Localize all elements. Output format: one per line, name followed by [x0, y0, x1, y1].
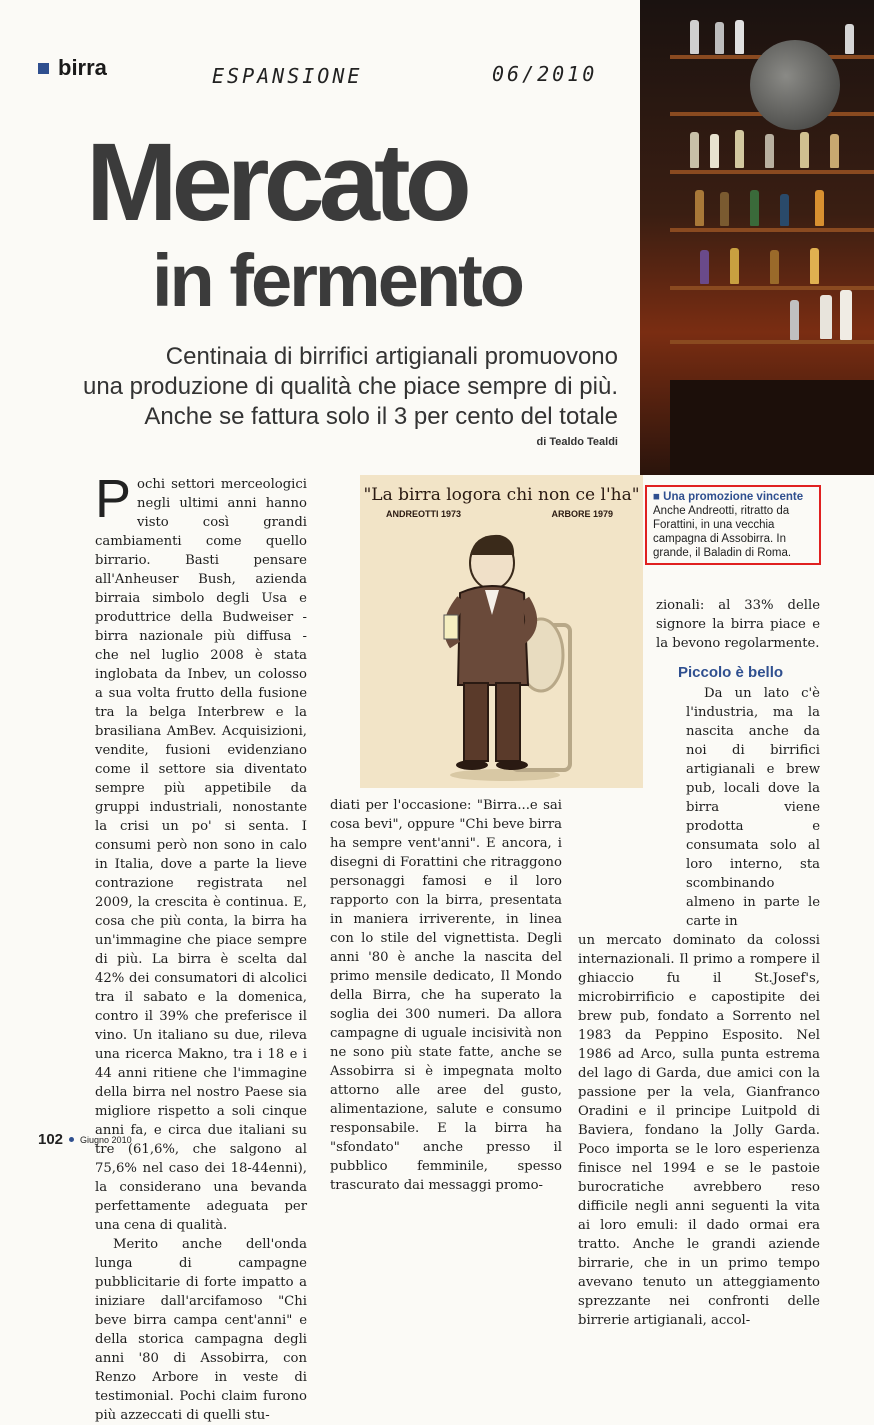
section-tag — [38, 55, 107, 81]
caption-title: Una promozione vincente — [663, 491, 804, 503]
page-number: 102 — [38, 1131, 64, 1148]
column-2 — [330, 796, 562, 1195]
column-3 — [578, 596, 820, 1330]
col3-paragraph-3: un mercato dominato da colossi internazionali. Il primo a rompere il ghiaccio fu il St.Josef's, microbirrificio e capostipite dei brew pub, fondato a Sorrento nel 1983 da Peppino Esposito. Nel 1986 ad Arco, sulla punta estrema del lago di Garda, due amici con la passione per la vela, Gianfranco Oradini e il principe Luitpold di Baviera, fondano la Jolly Garda. Poco importa se le loro esperienza finisce nel 1994 e se le pastoie burocratiche avrebbero reso difficile negli anni seguenti la vita ai loro emuli: il dado ormai era tratto. Anche le grandi aziende birrarie, che in un primo tempo avevano tenuto un atteggiamento sprezzante nei confronti delle birrerie artigianali, accol- — [578, 933, 820, 1328]
cartoon-right-label: ARBORE 1979 — [551, 509, 613, 519]
byline-author: Tealdo Tealdi — [549, 436, 618, 448]
handwritten-date: 06/2010 — [492, 62, 598, 86]
column-1 — [95, 469, 307, 1425]
handwritten-source: ESPANSIONE — [212, 64, 363, 88]
byline-prefix: di — [536, 436, 547, 448]
cartoon-title: "La birra logora chi non ce l'ha" — [363, 485, 640, 505]
byline — [536, 436, 618, 448]
caption-text: Anche Andreotti, ritratto da Forattini, in una vecchia campagna di Assobirra. In grande, il Baladin di Roma. — [653, 505, 792, 559]
headline-line2: in fermento — [152, 239, 522, 322]
col3-paragraph-1: zionali: al 33% delle signore la birra piace e la bevono regolarmente. — [656, 598, 820, 651]
col3-paragraph-2: Da un lato c'è l'industria, ma la nascita anche da noi di birrifici artigianali e brew pub, locali dove la birra viene prodotta e consumata solo al loro interno, sta scombinando almeno in parte le carte in — [686, 686, 820, 929]
col1-paragraph-1: ochi settori merceologici negli ultimi anni hanno visto così grandi cambiamenti come quello birrario. Basti pensare all'Anheuser Bush, azienda birraia simbolo degli Usa e produttrice della Budweiser - birra nazionale più diffusa - che nel luglio 2008 è stata inglobata da Inbev, un colosso a sua volta frutto della fusione tra la belga Interbrew e la brasiliana AmBev. Acquisizioni, vendite, fusioni evidenziano come il settore sia diventato sempre più appetibile da gruppi industriali, nonostante la crisi un po' si senta. I consumi però non sono in calo in Italia, dove a parte la lieve contrazione registrata nel 2009, la crescita è continua. E, cosa che più conta, la birra ha un'immagine che piace sempre di più. La birra è scelta dal 42% dei consumatori di alcolici tra il sabato e la domenica, contro il 39% che preferisce il vino. Un italiano su due, rileva una ricerca Makno, tra i 18 e i 44 anni ritiene che l'immagine della birra nel nostro Paese sia migliore rispetto a soli cinque anni fa, e circa due italiani su tre (61,6%, che salgono al 75,6% nel caso dei 18-44enni), la considerano una bevanda perfettamente adeguata per una cena di qualità. — [95, 477, 307, 1233]
footer-dot-icon — [69, 1137, 74, 1142]
photo-caption — [645, 485, 821, 565]
deck — [58, 342, 618, 432]
headline-line1: Mercato — [86, 121, 466, 244]
subhead: Piccolo è bello — [678, 664, 784, 681]
page-footer — [38, 1131, 132, 1148]
deck-line3: Anche se fattura solo il 3 per cento del totale — [144, 403, 618, 430]
cartoon-left-label: ANDREOTTI 1973 — [386, 509, 462, 519]
col2-paragraph-1: diati per l'occasione: "Birra...e sai cosa bevi", oppure "Chi beve birra ha sempre vent'anni". E ancora, i disegni di Forattini che ritraggono personaggi famosi e il loro rapporto con la birra, presentata in maniera irriverente, in linea con lo stile del vignettista. Degli anni '80 è anche la nascita del primo mensile dedicato, Il Mondo della Birra, che ha superato la soglia dei 300 numeri. Da allora campagne di uguale incisività non ne sono più state fatte, anche se Assobirra si è impegnata molto attorno alle aree del gusto, alimentazione, salute e consumo responsabile. E la birra ha "sfondato" anche presso il pubblico femminile, spesso trascurato dai messaggi promo- — [330, 798, 562, 1193]
issue-date: Giugno 2010 — [80, 1134, 132, 1145]
bar-photo — [640, 0, 874, 475]
caption-title-row: ■ Una promozione vincente — [653, 491, 804, 503]
section-label: birra — [58, 55, 107, 80]
deck-line2: una produzione di qualità che piace sempre di più. — [82, 373, 618, 400]
deck-line1: Centinaia di birrifici artigianali promuovono — [165, 343, 618, 370]
col1-paragraph-2: Merito anche dell'onda lunga di campagne pubblicitarie di forte impatto a iniziare dall'arcifamoso "Chi beve birra campa cent'anni" e della storica campagna degli anni '80 di Assobirra, con Renzo Arbore in veste di testimonial. Pochi claim furono più azzeccati di quelli stu- — [95, 1237, 307, 1423]
dropcap: P — [95, 469, 132, 529]
section-square-icon — [38, 63, 49, 74]
